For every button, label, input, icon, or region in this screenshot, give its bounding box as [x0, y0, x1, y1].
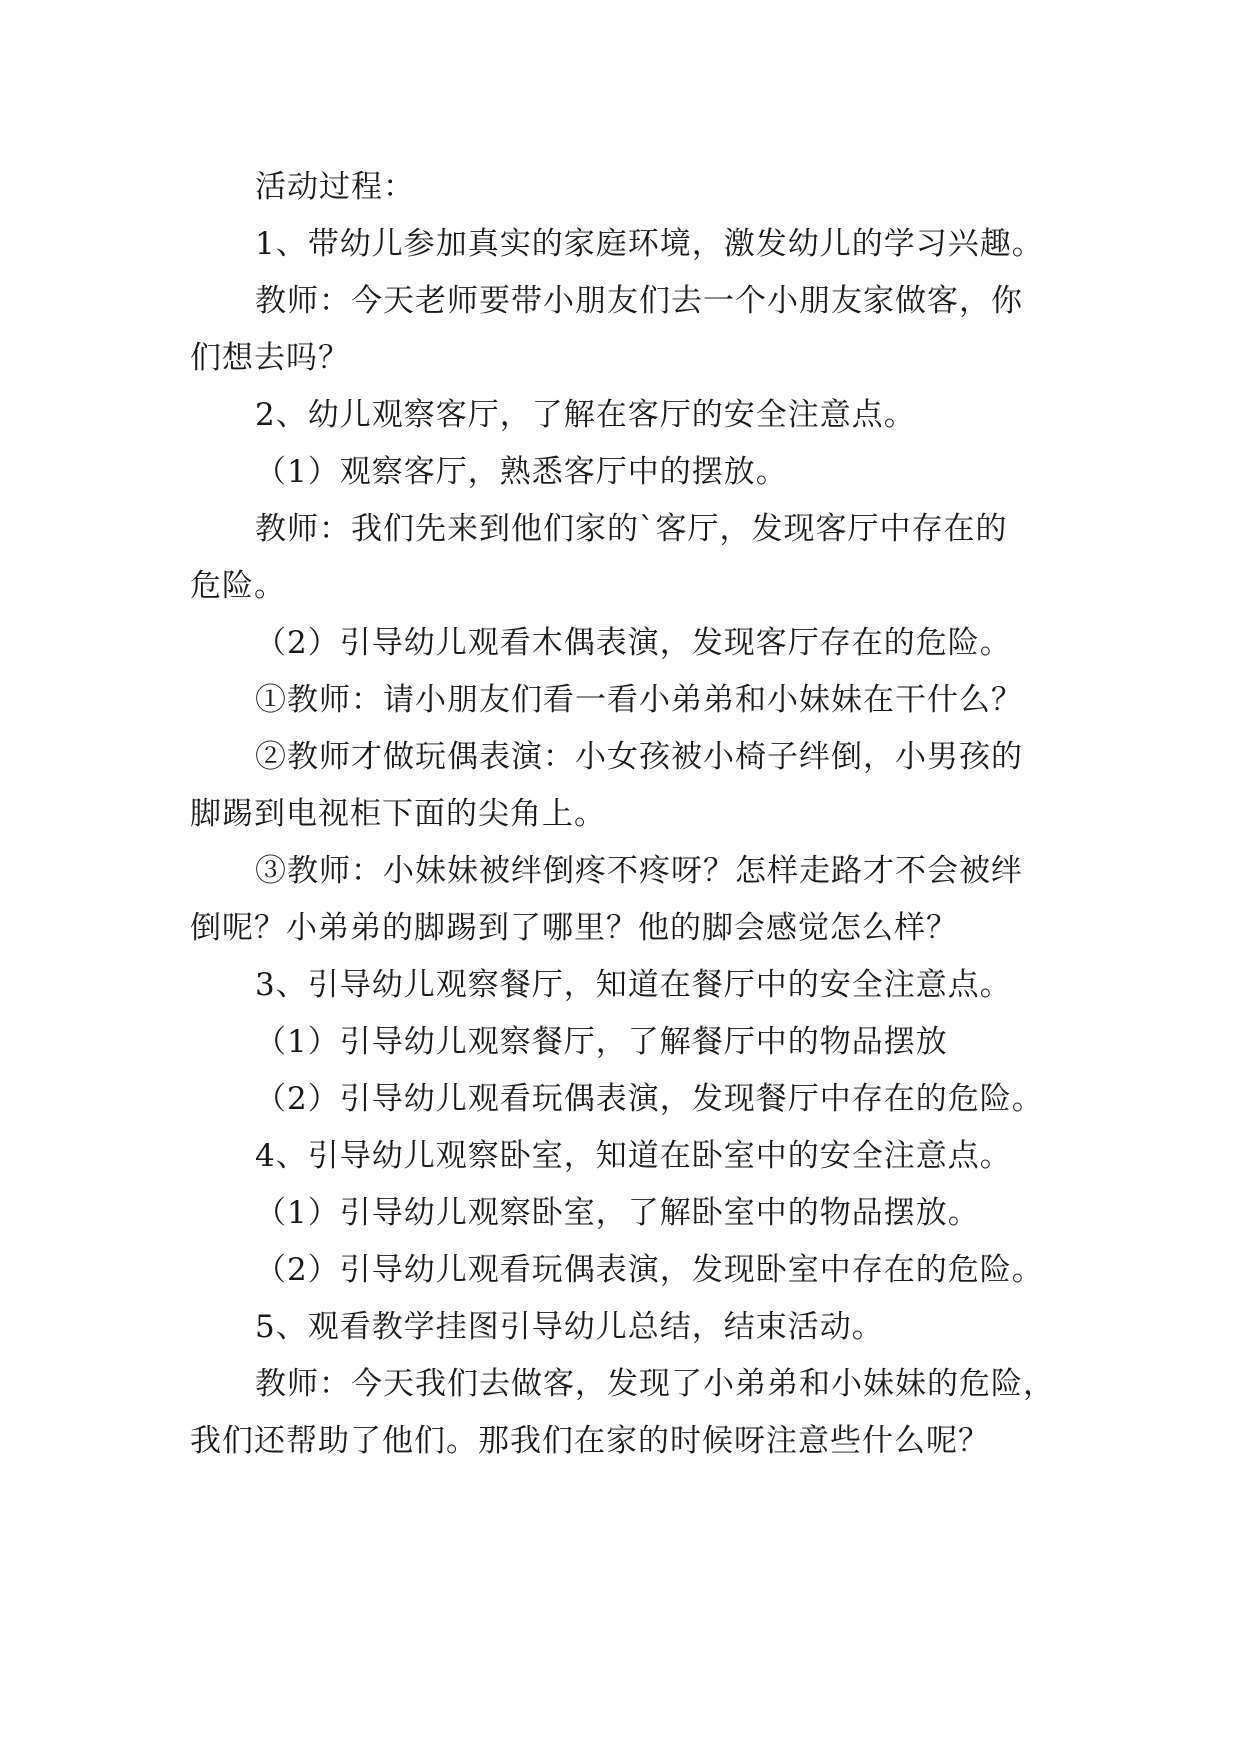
- paragraph-line: 教师：我们先来到他们家的`客厅，发现客厅中存在的: [255, 511, 1008, 547]
- paragraph-line: （2）引导幼儿观看玩偶表演，发现餐厅中存在的危险。: [255, 1081, 1044, 1117]
- paragraph-line: 4、引导幼儿观察卧室，知道在卧室中的安全注意点。: [255, 1138, 1012, 1174]
- paragraph-line: ①教师：请小朋友们看一看小弟弟和小妹妹在干什么？: [255, 682, 1023, 718]
- paragraph-line: ③教师：小妹妹被绊倒疼不疼呀？怎样走路才不会被绊: [255, 853, 1023, 889]
- paragraph-line: 教师：今天我们去做客，发现了小弟弟和小妹妹的危险，: [255, 1366, 1055, 1402]
- paragraph-line: 5、观看教学挂图引导幼儿总结，结束活动。: [255, 1309, 884, 1345]
- paragraph-line: 3、引导幼儿观察餐厅，知道在餐厅中的安全注意点。: [255, 967, 1012, 1003]
- section-heading: 活动过程：: [255, 169, 415, 205]
- paragraph-line: 们想去吗？: [190, 340, 350, 376]
- paragraph-line: ②教师才做玩偶表演：小女孩被小椅子绊倒，小男孩的: [255, 739, 1023, 775]
- paragraph-line: 我们还帮助了他们。那我们在家的时候呀注意些什么呢？: [190, 1423, 990, 1459]
- paragraph-line: 1、带幼儿参加真实的家庭环境，激发幼儿的学习兴趣。: [255, 226, 1044, 262]
- paragraph-line: （1）引导幼儿观察餐厅，了解餐厅中的物品摆放: [255, 1024, 948, 1060]
- paragraph-line: （2）引导幼儿观看玩偶表演，发现卧室中存在的危险。: [255, 1252, 1044, 1288]
- paragraph-line: （1）观察客厅，熟悉客厅中的摆放。: [255, 454, 788, 490]
- paragraph-line: 脚踢到电视柜下面的尖角上。: [190, 796, 606, 832]
- paragraph-line: 2、幼儿观察客厅，了解在客厅的安全注意点。: [255, 397, 916, 433]
- paragraph-line: 教师：今天老师要带小朋友们去一个小朋友家做客，你: [255, 283, 1023, 319]
- paragraph-line: 危险。: [190, 568, 286, 604]
- paragraph-line: （1）引导幼儿观察卧室，了解卧室中的物品摆放。: [255, 1195, 980, 1231]
- paragraph-line: 倒呢？小弟弟的脚踢到了哪里？他的脚会感觉怎么样？: [190, 910, 958, 946]
- paragraph-line: （2）引导幼儿观看木偶表演，发现客厅存在的危险。: [255, 625, 1012, 661]
